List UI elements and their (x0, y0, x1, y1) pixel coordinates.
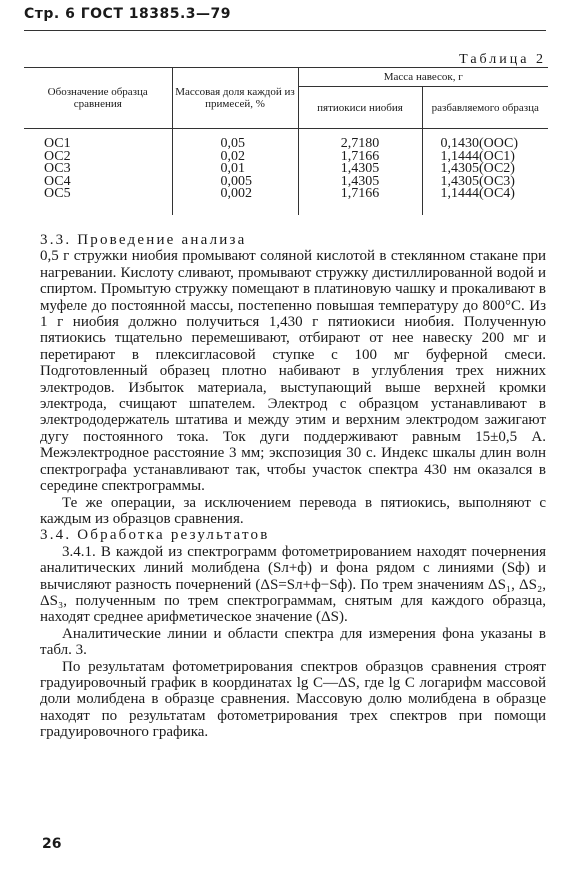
cell-diluted: 0,1430(ООС) (440, 136, 519, 151)
header-rule (24, 30, 546, 31)
cell-niobium: 1,4305 (298, 176, 422, 189)
section-3-3-paragraph: 0,5 г стружки ниобия промывают соляной кислотой в стеклянном стакане при нагревании. Кислоту сливают, промывают стружку дистиллированной водой и спиртом. Промытую стружку помещают в платиновую чашку и прокаливают в муфеле до постоянной массы, постепенно повышая температуру до 800°С. Из 1 г ниобия должно получиться 1,430 г пятиокиси ниобия. Полученную пятиокись тщательно перемешивают, отбирают от нее навеску 200 мг и перетирают в плексигласовой ступке с 100 мг буферной смеси. Подготовленный образец плотно набивают в углубления трех нижних электродов. Избыток материала, выступающий выше верхней кромки электрода, счищают шпателем. Электрод с образцом устанавливают в электрододержатель штатива и между этим и верхним электродом зажигают дугу постоянного тока. Ток дуги поддерживают равным 15±0,5 А. Межэлектродное расстояние 3 мм; экспозиция 30 с. Индекс шкалы длин волн спектрографа устанавливают так, чтобы участок спектра 430 нм оказался в середине спектрограммы. (40, 248, 546, 495)
header-niobium: пятиокиси ниобия (298, 87, 422, 128)
header-mass-fraction: Массовая доля каждой из примесей, % (172, 68, 298, 129)
cell-sample: ОС3 (24, 163, 172, 176)
cell-niobium: 1,7166 (298, 188, 422, 215)
cell-sample: ОС4 (24, 176, 172, 189)
page-header: Стр. 6 ГОСТ 18385.3—79 (24, 6, 231, 22)
cell-fraction: 0,005 (172, 176, 298, 189)
section-3-4-heading: 3.4. Обработка результатов (40, 527, 270, 544)
header-mass-group: Масса навесок, г (298, 68, 548, 87)
cell-fraction: 0,05 (172, 138, 298, 151)
section-3-3-heading: 3.3. Проведение анализа (40, 232, 247, 248)
cell-niobium: 2,7180 (298, 138, 422, 151)
cell-fraction: 0,01 (172, 163, 298, 176)
cell-diluted: 1,4305(ОС2) (440, 161, 515, 177)
cell-sample: ОС1 (24, 138, 172, 151)
cell-sample: ОС5 (24, 188, 172, 215)
page-number: 26 (42, 836, 62, 852)
cell-sample: ОС2 (24, 151, 172, 164)
section-3-4-paragraph-calibration: По результатам фотометрирования спектров образцов сравнения строят градуировочный график в координатах lg C—ΔS, где lg C логарифм массовой доли молибдена в образце сравнения. Массовую долю молибдена в образце находят по результатам фотометрирования трех спектров при помощи градуировочного графика. (40, 658, 546, 741)
section-3-4-paragraph-lines: Аналитические линии и области спектра для измерения фона указаны в табл. 3. (40, 625, 546, 659)
table-row (24, 188, 548, 215)
reference-samples-table (24, 67, 548, 215)
header-sample: Обозначение образца сравнения (24, 68, 172, 129)
cell-fraction: 0,02 (172, 151, 298, 164)
cell-fraction: 0,002 (172, 188, 298, 215)
cell-niobium: 1,7166 (298, 151, 422, 164)
table-title: Таблица 2 (459, 52, 546, 67)
cell-diluted: 1,1444(ОС1) (440, 148, 515, 164)
cell-niobium: 1,4305 (298, 163, 422, 176)
section-3-3-paragraph-2: Те же операции, за исключением перевода в пятиокись, выполняют с каждым из образцов сравнения. (40, 494, 546, 527)
cell-diluted: 1,4305(ОС3) (440, 173, 515, 189)
body-text (40, 232, 546, 741)
header-diluted: разбавляемого образца (431, 101, 539, 114)
cell-diluted: 1,1444(ОС4) (440, 186, 515, 202)
section-3-4-1-paragraph: 3.4.1. В каждой из спектрограмм фотометрированием находят почернения аналитических линий молибдена (Sл+ф) и фона рядом с линиями (Sф) и вычисляют разность почернений (ΔS=Sл+ф−Sф). По трем значениям ΔS₁, ΔS₂, ΔS₃, полученным по трем спектрограммам, снятым для каждого образца, находят среднее арифметическое значение (ΔS). (40, 543, 546, 626)
